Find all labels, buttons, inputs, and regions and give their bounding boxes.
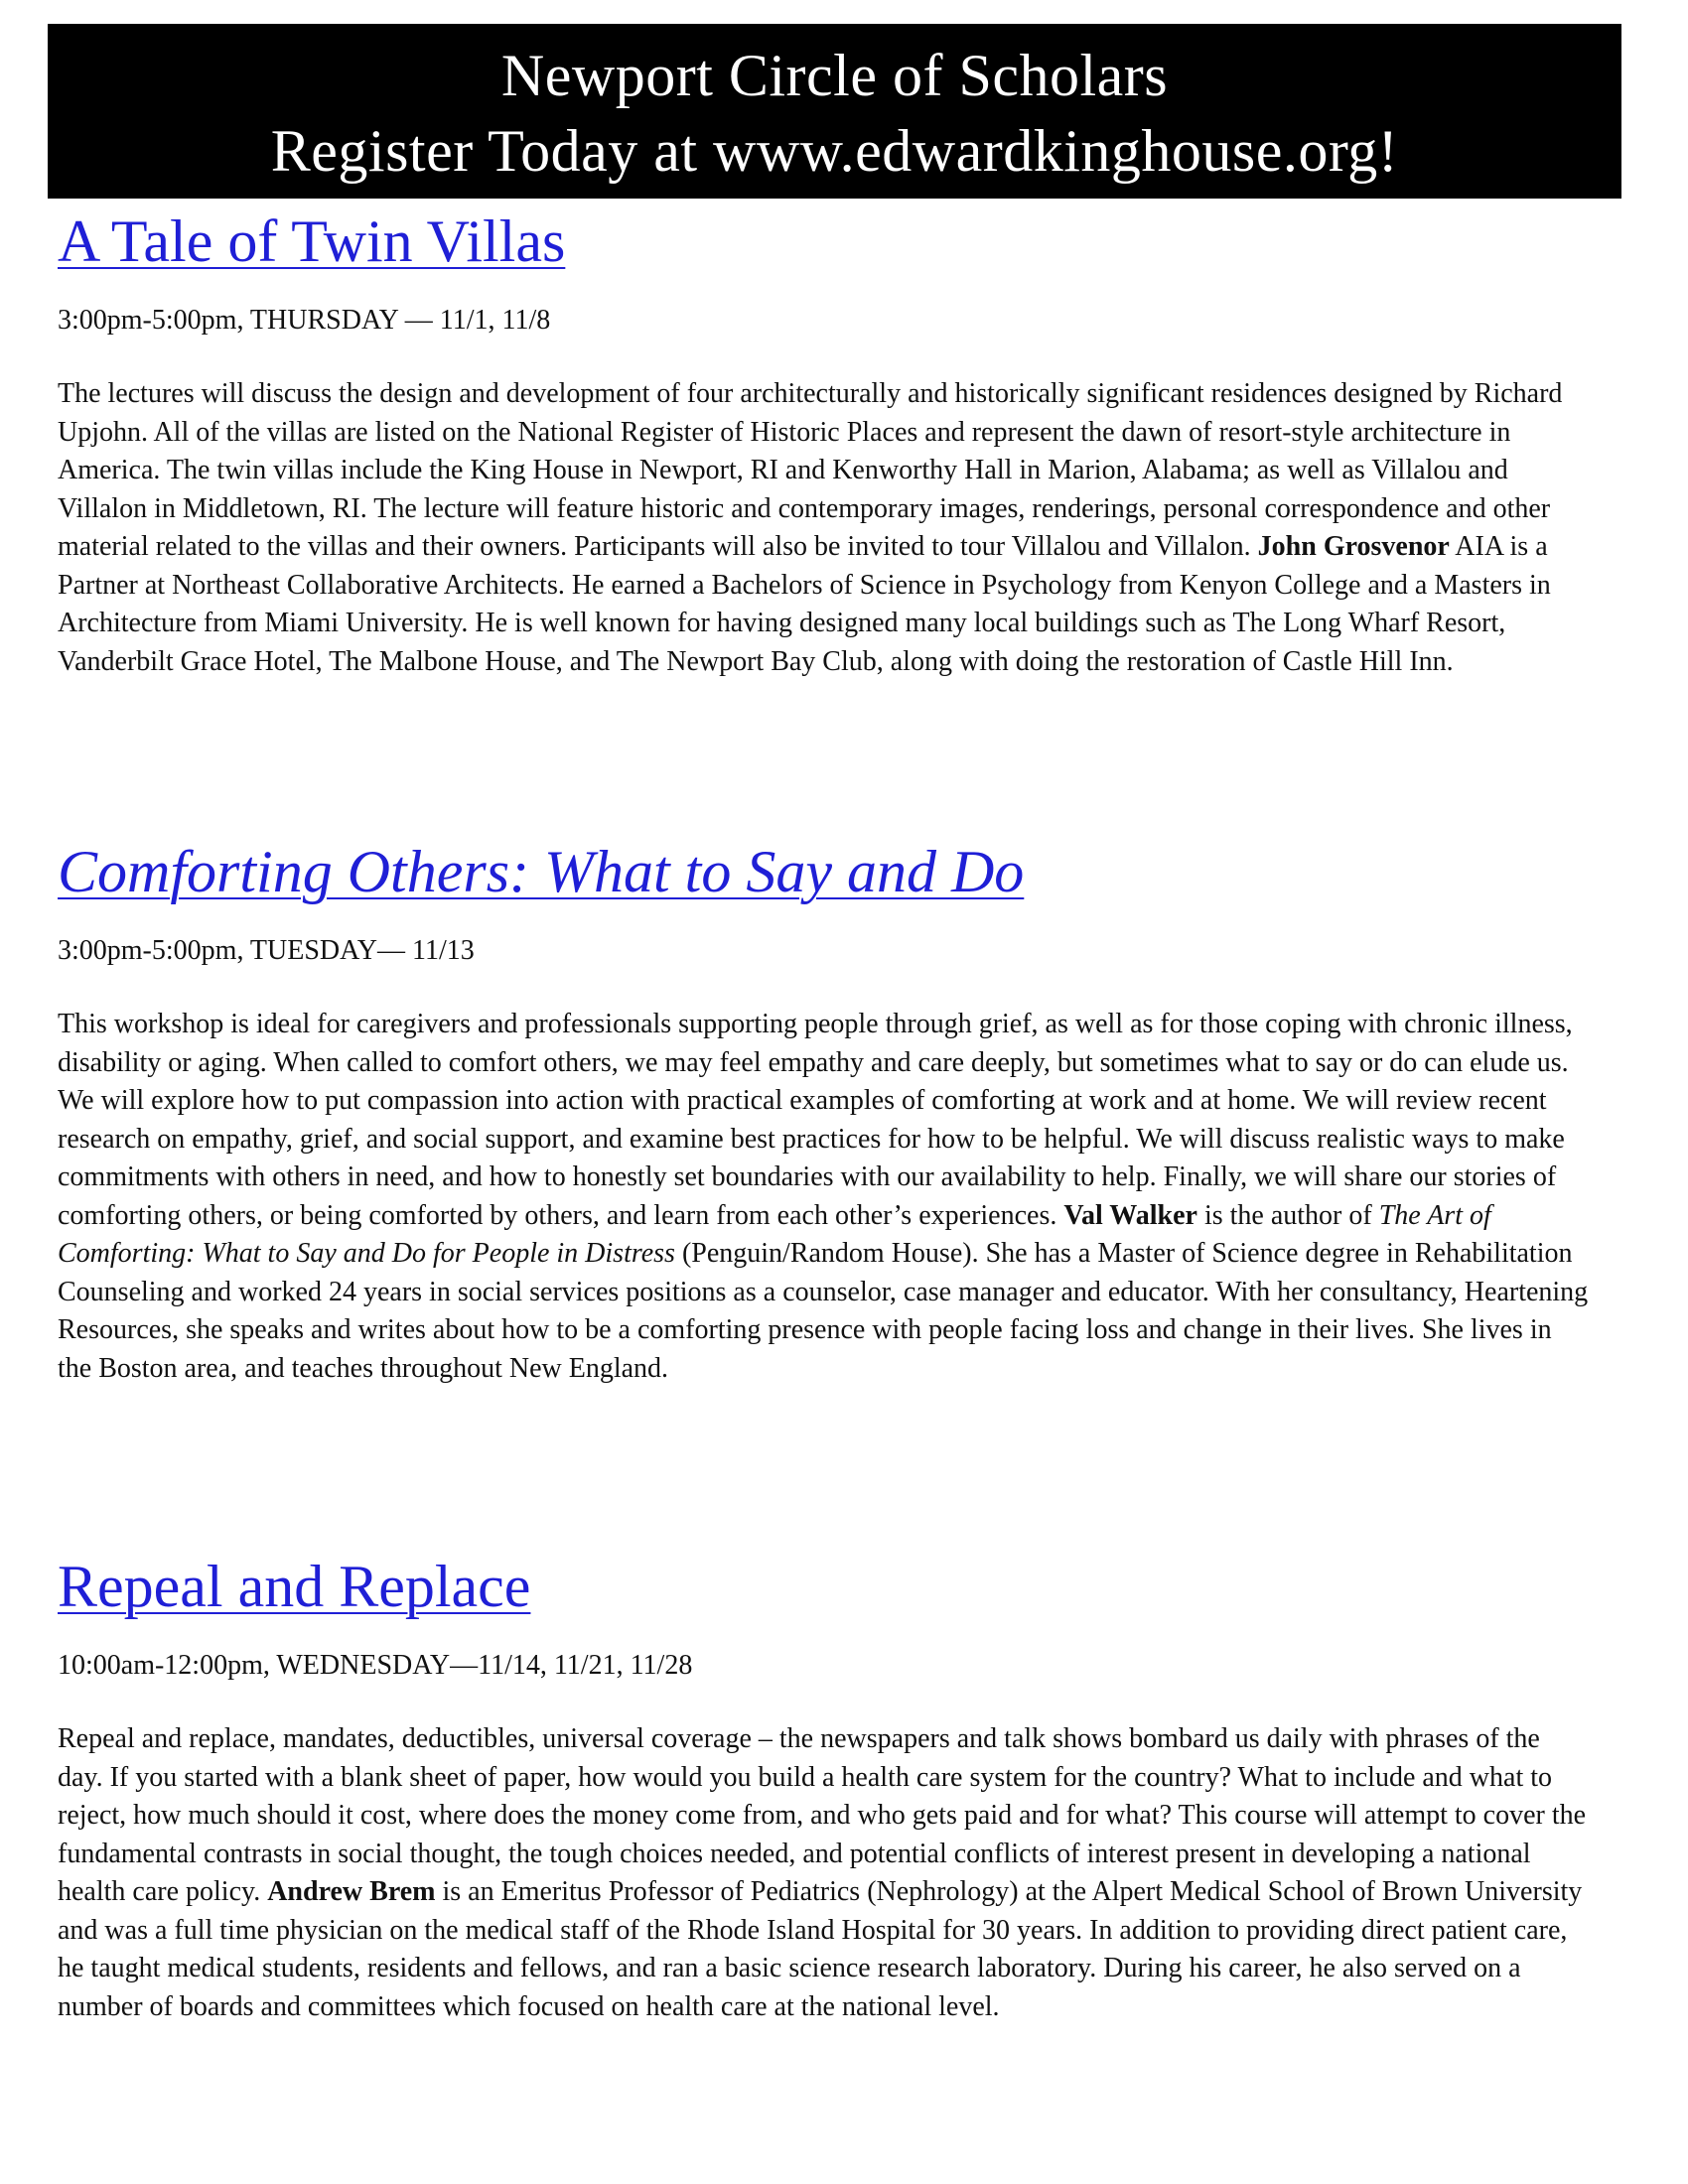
- description-text: This workshop is ideal for caregivers and professionals supporting people through grief, as well as for those coping with chronic illness, disability or aging. When called to comfort others, we may feel empathy and care deeply, but sometimes what to say or do can elude us. We will explore how to put compassion into action with practical examples of comforting at work and at home. We will review recent research on empathy, grief, and social support, and examine best practices for how to be helpful. We will discuss realistic ways to make commitments with others in need, and how to honestly set boundaries with our availability to help. Finally, we will share our stories of comforting others, or being comforted by others, and learn from each other’s experiences.: [58, 1009, 1573, 1231]
- description-text: The lectures will discuss the design and development of four architecturally and historically significant residences designed by Richard Upjohn. All of the villas are listed on the National Register of Historic Places and represent the dawn of resort-style architecture in America. The twin villas include the King House in Newport, RI and Kenworthy Hall in Marion, Alabama; as well as Villalou and Villalon in Middletown, RI. The lecture will feature historic and contemporary images, renderings, personal correspondence and other material related to the villas and their owners. Participants will also be invited to tour Villalou and Villalon.: [58, 378, 1563, 562]
- banner-title: Newport Circle of Scholars: [500, 43, 1169, 108]
- description-text: is the author of: [1196, 1199, 1379, 1231]
- book-title: The Art of Comforting: What to Say and Do for People in Distress: [58, 1199, 1491, 1269]
- course-description: [58, 375, 1592, 681]
- course-schedule: 3:00pm-5:00pm, THURSDAY — 11/1, 11/8: [58, 305, 551, 336]
- instructor-name: Val Walker: [1063, 1199, 1197, 1231]
- course-schedule: 3:00pm-5:00pm, TUESDAY— 11/13: [58, 935, 475, 966]
- course-section-repeal-replace: [58, 1552, 1592, 2026]
- banner-register-line: Register Today at www.edwardkinghouse.org!: [270, 118, 1399, 184]
- description-text: (Penguin/Random House). She has a Master of Science degree in Rehabilitation Counseling and worked 24 years in social services positions as a counselor, case manager and educator. With her consultancy, Heartening Resources, she speaks and writes about how to be a comforting presence with people facing loss and change in their lives. She lives in the Boston area, and teaches throughout New England.: [58, 1238, 1589, 1384]
- course-schedule: 10:00am-12:00pm, WEDNESDAY—11/14, 11/21, 11/28: [58, 1650, 693, 1681]
- course-section-twin-villas: [58, 206, 1592, 681]
- course-title-link[interactable]: Comforting Others: What to Say and Do: [58, 839, 1025, 904]
- instructor-name: John Grosvenor: [1257, 531, 1450, 562]
- description-text: Repeal and replace, mandates, deductibles, universal coverage – the newspapers and talk shows bombard us daily with phrases of the day. If you started with a blank sheet of paper, how would you build a health care system for the country? What to include and what to reject, how much should it cost, where does the money come from, and who gets paid and for what? This course will attempt to cover the fundamental contrasts in social thought, the tough choices needed, and potential conflicts of interest present in developing a national health care policy.: [58, 1723, 1587, 1907]
- course-title-link[interactable]: A Tale of Twin Villas: [58, 208, 566, 274]
- course-title-link[interactable]: Repeal and Replace: [58, 1554, 531, 1619]
- description-text: is an Emeritus Professor of Pediatrics (Nephrology) at the Alpert Medical School of Brown University and was a full time physician on the medical staff of the Rhode Island Hospital for 30 years. In addition to providing direct patient care, he taught medical students, residents and fellows, and ran a basic science research laboratory. During his career, he also served on a number of boards and committees which focused on health care at the national level.: [58, 1876, 1583, 2022]
- course-description: [58, 1720, 1592, 2026]
- course-section-comforting-others: [58, 837, 1592, 1388]
- instructor-name: Andrew Brem: [267, 1876, 436, 1907]
- course-description: [58, 1006, 1592, 1388]
- header-banner: [48, 24, 1621, 199]
- description-text: AIA is a Partner at Northeast Collaborative Architects. He earned a Bachelors of Science in Psychology from Kenyon College and a Masters in Architecture from Miami University. He is well known for having designed many local buildings such as The Long Wharf Resort, Vanderbilt Grace Hotel, The Malbone House, and The Newport Bay Club, along with doing the restoration of Castle Hill Inn.: [58, 531, 1551, 677]
